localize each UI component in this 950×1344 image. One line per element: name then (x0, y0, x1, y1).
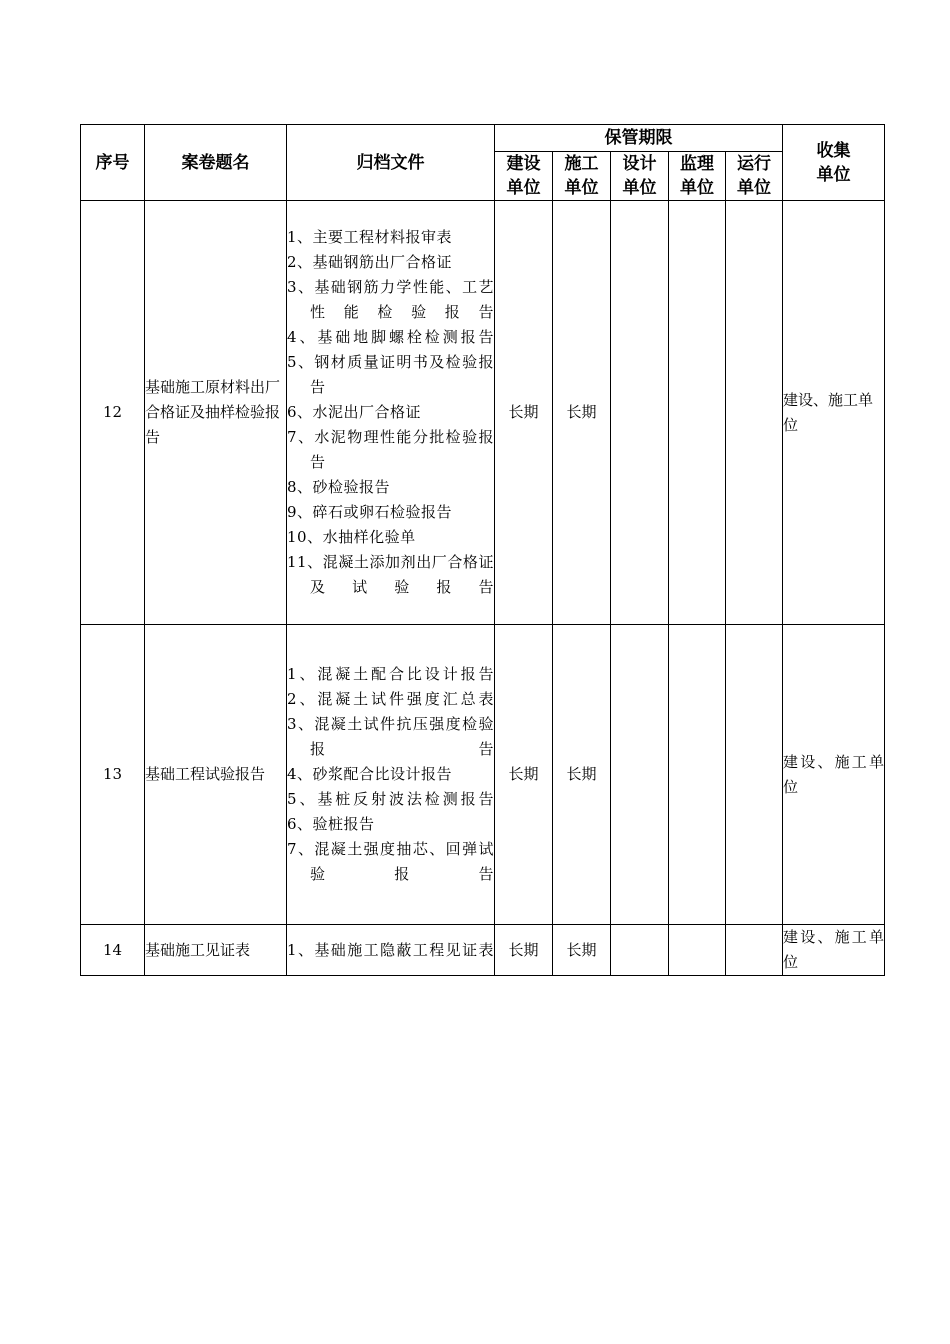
row-file-list (287, 625, 495, 925)
period-cell (611, 925, 669, 976)
header-title: 案卷题名 (145, 125, 287, 201)
file-item: 2、混凝土试件强度汇总表 (287, 690, 494, 708)
period-cell (669, 625, 726, 925)
period-cell (669, 201, 726, 625)
header-collect-unit (783, 125, 885, 201)
row-title: 基础施工原材料出厂合格证及抽样检验报告 (145, 201, 287, 625)
table-row (81, 925, 885, 976)
header-seq: 序号 (81, 125, 145, 201)
row-collect-unit (783, 925, 885, 976)
period-cell (669, 925, 726, 976)
header-unit-line1: 设计 (622, 154, 657, 174)
header-retention-unit (611, 152, 669, 201)
row-collect-unit: 建设、施工单位 (783, 201, 885, 625)
collect-unit-text: 建设、施工单位 (783, 752, 885, 796)
table-row (81, 201, 885, 625)
file-item: 11、混凝土添加剂出厂合格证及试验报告 (287, 553, 494, 596)
row-file-list (287, 925, 495, 976)
header-unit-line2: 单位 (737, 178, 771, 198)
file-item: 4、砂浆配合比设计报告 (287, 765, 453, 783)
file-item: 1、混凝土配合比设计报告 (287, 665, 494, 683)
file-item: 10、水抽样化验单 (287, 528, 416, 546)
header-retention-unit (553, 152, 611, 201)
file-item: 4、基础地脚螺栓检测报告 (287, 328, 494, 346)
file-item: 5、钢材质量证明书及检验报告 (287, 353, 494, 396)
row-seq: 12 (81, 201, 145, 625)
header-retention-unit (669, 152, 726, 201)
row-seq: 13 (81, 625, 145, 925)
header-unit-line1: 施工 (564, 154, 599, 174)
header-collect-line1: 收集 (816, 140, 851, 161)
archive-table (80, 124, 885, 976)
file-item: 3、基础钢筋力学性能、工艺性能检验报告 (287, 278, 494, 321)
period-cell (611, 625, 669, 925)
file-item: 6、验桩报告 (287, 815, 375, 833)
header-retention-group: 保管期限 (495, 125, 783, 152)
header-unit-line1: 监理 (680, 154, 714, 174)
period-cell: 长期 (553, 201, 611, 625)
header-unit-line1: 建设 (506, 154, 541, 174)
header-files: 归档文件 (287, 125, 495, 201)
file-item: 9、碎石或卵石检验报告 (287, 503, 453, 521)
header-collect-line2: 单位 (816, 164, 851, 185)
row-file-list (287, 201, 495, 625)
header-unit-line2: 单位 (564, 178, 599, 198)
file-item: 1、基础施工隐蔽工程见证表 (287, 940, 494, 959)
file-item: 3、混凝土试件抗压强度检验报告 (287, 715, 494, 758)
table-row (81, 625, 885, 925)
row-title: 基础工程试验报告 (145, 625, 287, 925)
period-cell (611, 201, 669, 625)
row-collect-unit (783, 625, 885, 925)
file-item: 2、基础钢筋出厂合格证 (287, 253, 453, 271)
row-seq: 14 (81, 925, 145, 976)
header-unit-line2: 单位 (622, 178, 657, 198)
header-retention-unit (726, 152, 783, 201)
file-item: 5、基桩反射波法检测报告 (287, 790, 494, 808)
period-cell: 长期 (495, 201, 553, 625)
collect-unit-text: 建设、施工单位 (783, 928, 885, 971)
period-cell (726, 625, 783, 925)
period-cell: 长期 (553, 925, 611, 976)
row-title: 基础施工见证表 (145, 925, 287, 976)
file-item: 7、水泥物理性能分批检验报告 (287, 428, 494, 471)
period-cell: 长期 (495, 625, 553, 925)
period-cell: 长期 (553, 625, 611, 925)
file-item: 8、砂检验报告 (287, 478, 391, 496)
header-retention-unit (495, 152, 553, 201)
period-cell (726, 201, 783, 625)
file-item: 7、混凝土强度抽芯、回弹试验报告 (287, 840, 494, 883)
period-cell (726, 925, 783, 976)
header-unit-line2: 单位 (680, 178, 714, 198)
header-unit-line1: 运行 (737, 154, 771, 174)
file-item: 1、主要工程材料报审表 (287, 228, 453, 246)
header-unit-line2: 单位 (506, 178, 541, 198)
file-item: 6、水泥出厂合格证 (287, 403, 422, 421)
period-cell: 长期 (495, 925, 553, 976)
